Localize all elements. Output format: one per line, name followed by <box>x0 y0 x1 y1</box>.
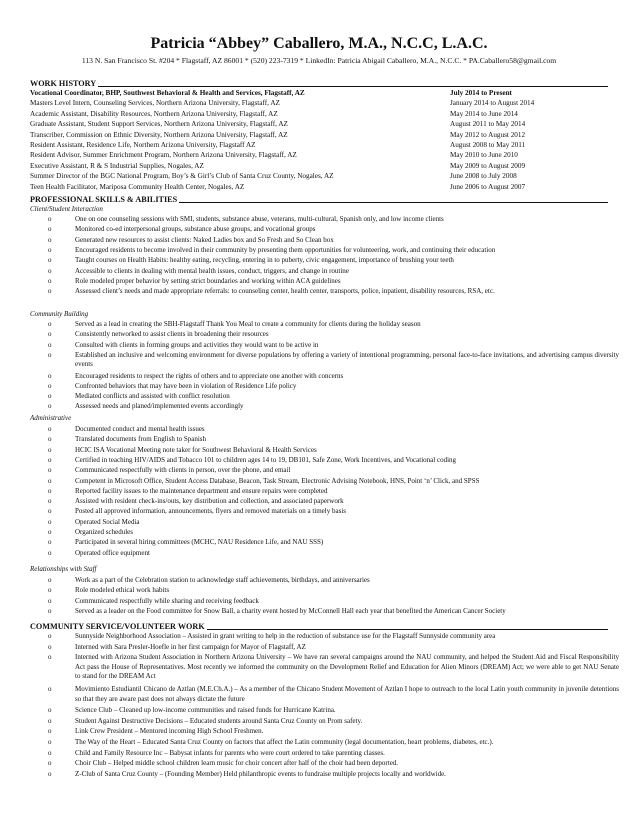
bullet-text: Interned with Arizona Student Association in Northern Arizona University – We have ran several campaigns around the NAU community, and helped the Student Aid and Fiscal Responsibility Act pass the House of Representatives. Most recently we informed the community on the Development Relief and Education for Alien Minors (DREAM) Act; we were able to get NAU Senate to stand for the DREAM Act <box>75 653 619 681</box>
bullet-text: Confronted behaviors that may have been in violation of Residence Life policy <box>75 381 297 390</box>
subsection-heading: Relationships with Staff <box>30 565 97 573</box>
bullet-marker-icon: o <box>48 507 52 516</box>
job-title: Graduate Assistant, Student Support Services, Northern Arizona University, Flagstaff, AZ <box>30 120 288 129</box>
bullet-marker-icon: o <box>48 632 52 640</box>
bullet-text: Reported facility issues to the maintenance department and ensure repairs were completed <box>75 486 328 495</box>
bullet-marker-icon: o <box>48 517 52 526</box>
bullet-text: Sunnyside Neighborhood Association – Assisted in grant writing to help in the reduction of substance use for the Flagstaff Sunnyside community area <box>75 632 496 640</box>
bullet-text: Communicated respectfully with clients in person, over the phone, and email <box>75 466 291 475</box>
job-title: Summer Director of the BGC National Program, Boy’s & Girl’s Club of Santa Cruz County, Nogales, AZ <box>30 172 334 181</box>
job-title: Academic Assistant, Disability Resources, Northern Arizona University, Flagstaff, AZ <box>30 109 278 118</box>
job-dates: August 2011 to May 2014 <box>450 120 526 129</box>
bullet-marker-icon: o <box>48 497 52 506</box>
bullet-text: Taught courses on Health Habits: healthy eating, recycling, entering in to puberty, civic engagement, importance of brushing your teeth <box>75 256 454 265</box>
work-history-row <box>30 141 608 151</box>
job-dates: May 2010 to June 2010 <box>450 151 518 160</box>
contact-line: 113 N. San Francisco St. #204 * Flagstaff, AZ 86001 * (520) 223-7319 * LinkedIn: Patricia Abigail Caballero, M.A., N.C.C. * PA.Caballero58@gmail.com <box>81 56 557 65</box>
bullet-text: Served as a lead in creating the SBH-Flagstaff Thank You Meal to create a community for clients during the holiday season <box>75 320 421 328</box>
bullet-text: Child and Family Resource Inc – Babysat infants for parents who were court ordered to take parenting classes. <box>75 748 385 757</box>
bullet-marker-icon: o <box>48 402 52 411</box>
bullet-marker-icon: o <box>48 276 52 285</box>
bullet-text: Posted all approved information, announcements, flyers and removed materials on a timely basis <box>75 507 346 516</box>
work-history-row <box>30 172 608 182</box>
bullet-text: The Way of the Heart – Educated Santa Cruz County on factors that affect the Latin community (legal documentation, heart problems, diabetes, etc.). <box>75 738 494 746</box>
bullet-text: Link Crew President – Mentored incoming High School Freshmen. <box>75 727 264 736</box>
bullet-text: Encouraged residents to become involved in their community by presenting them opportunities for volunteering, work, and continuing their education <box>75 245 496 254</box>
bullet-text: Operated office equipment <box>75 548 150 557</box>
job-dates: May 2012 to August 2012 <box>450 130 526 139</box>
bullet-marker-icon: o <box>48 606 52 615</box>
job-dates: August 2008 to May 2011 <box>450 141 526 149</box>
bullet-marker-icon: o <box>48 685 52 693</box>
bullet-text: Competent in Microsoft Office, Student Access Database, Beacon, Task Stream, Electronic Advising Notebook, HNS, Point ‘n’ Click, and SPSS <box>75 476 480 485</box>
job-title: Resident Advisor, Summer Enrichment Program, Northern Arizona University, Flagstaff, AZ <box>30 151 297 160</box>
bullet-marker-icon: o <box>48 548 52 557</box>
bullet-marker-icon: o <box>48 330 52 339</box>
bullet-marker-icon: o <box>48 425 52 433</box>
bullet-text: Participated in several hiring committees (MCHC, NAU Residence Life, and NAU SSS) <box>75 538 324 547</box>
bullet-marker-icon: o <box>48 371 52 380</box>
work-history-row <box>30 89 608 99</box>
job-dates: June 2006 to August 2007 <box>450 182 526 191</box>
bullet-text: One on one counseling sessions with SMI, students, substance abuse, veterans, multi-cultural, Spanish only, and low income clients <box>75 215 444 223</box>
job-dates: July 2014 to Present <box>450 89 512 97</box>
bullet-text: Assessed needs and planed/implemented events accordingly <box>75 402 244 411</box>
bullet-text: Interned with Sara Presler-Hoefle in her first campaign for Mayor of Flagstaff, AZ <box>75 642 306 651</box>
bullet-text: Accessible to clients in dealing with mental health issues, conduct, triggers, and change in routine <box>75 266 349 275</box>
bullet-marker-icon: o <box>48 340 52 349</box>
bullet-text: Translated documents from English to Spanish <box>75 435 206 444</box>
bullet-marker-icon: o <box>48 466 52 475</box>
bullet-marker-icon: o <box>48 716 52 725</box>
bullet-text: Assisted with resident check-ins/outs, key distribution and collection, and associated paperwork <box>75 497 344 506</box>
subsection-heading: Administrative <box>30 414 72 422</box>
bullet-marker-icon: o <box>48 586 52 595</box>
bullet-text: Consistently networked to assist clients in broadening their resources <box>75 330 269 339</box>
bullet-text: Established an inclusive and welcoming environment for diverse populations by offering a variety of intentional programming, personal face-to-face invitations, and advertising campus diversity events <box>75 350 619 369</box>
job-dates: January 2014 to August 2014 <box>450 99 535 108</box>
job-title: Executive Assistant, R & S Industrial Supplies, Nogales, AZ <box>30 161 204 170</box>
section-heading-skills: PROFESSIONAL SKILLS & ABILITIES <box>30 194 608 205</box>
bullet-marker-icon: o <box>48 287 52 296</box>
bullet-text: Role modeled proper behavior by setting strict boundaries and working within ACA guidelines <box>75 276 341 285</box>
bullet-text: Communicated respectfully while sharing and receiving feedback <box>75 596 259 605</box>
bullet-marker-icon: o <box>48 435 52 444</box>
bullet-text: Certified in teaching HIV/AIDS and Tobacco 101 to children ages 14 to 19, DB101, Safe Zone, Work Incentives, and Vocational coding <box>75 455 457 464</box>
bullet-marker-icon: o <box>48 528 52 536</box>
bullet-text: Science Club – Cleaned up low-income communities and raised funds for Hurricane Katrina. <box>75 706 336 715</box>
bullet-text: Documented conduct and mental health issues <box>75 425 205 433</box>
bullet-text: Operated Social Media <box>75 517 140 526</box>
bullet-marker-icon: o <box>48 706 52 715</box>
bullet-marker-icon: o <box>48 350 52 359</box>
bullet-text: Choir Club – Helped middle school children learn music for choir concert after half of the choir had been deported. <box>75 759 399 768</box>
section-heading-community-service: COMMUNITY SERVICE/VOLUNTEER WORK <box>30 621 608 632</box>
bullet-marker-icon: o <box>48 769 52 778</box>
bullet-marker-icon: o <box>48 215 52 223</box>
work-history-row <box>30 99 608 109</box>
bullet-marker-icon: o <box>48 653 52 662</box>
work-history-row <box>30 110 608 120</box>
bullet-text: Organized schedules <box>75 528 133 536</box>
work-history-row <box>30 131 608 141</box>
bullet-marker-icon: o <box>48 455 52 464</box>
bullet-marker-icon: o <box>48 738 52 746</box>
subsection-heading: Community Building <box>30 310 89 318</box>
bullet-text: Served as a leader on the Food committee for Snow Ball, a charity event hosted by McConnell Hall each year that benefited the American Cancer Society <box>75 606 506 615</box>
bullet-marker-icon: o <box>48 759 52 768</box>
work-history-row <box>30 120 608 130</box>
job-title: Teen Health Facilitator, Mariposa Community Health Center, Nogales, AZ <box>30 182 245 191</box>
bullet-text: Work as a part of the Celebration station to acknowledge staff achievements, birthdays, and anniversaries <box>75 576 370 584</box>
bullet-marker-icon: o <box>48 392 52 401</box>
subsection-heading: Client/Student Interaction <box>30 205 103 213</box>
job-dates: May 2014 to June 2014 <box>450 109 518 118</box>
job-dates: May 2009 to August 2009 <box>450 161 526 170</box>
bullet-text: Encouraged residents to respect the rights of others and to appreciate one another with concerns <box>75 371 344 380</box>
bullet-marker-icon: o <box>48 538 52 547</box>
bullet-text: Mediated conflicts and assisted with conflict resolution <box>75 392 230 401</box>
bullet-marker-icon: o <box>48 245 52 254</box>
bullet-marker-icon: o <box>48 476 52 485</box>
bullet-text: Movimiento Estudiantil Chicano de Aztlan (M.E.Ch.A.) – As a member of the Chicano Student Movement of Aztlan I hope to outreach to the local Latin youth community in juvenile detentions so that they are aware past does not always dictate the future <box>75 685 619 703</box>
bullet-marker-icon: o <box>48 596 52 605</box>
bullet-marker-icon: o <box>48 576 52 584</box>
job-dates: June 2008 to July 2008 <box>450 172 517 181</box>
work-history-row <box>30 162 608 172</box>
section-heading-work-history: WORK HISTORY <box>30 78 608 89</box>
bullet-marker-icon: o <box>48 320 52 328</box>
bullet-marker-icon: o <box>48 445 52 454</box>
bullet-marker-icon: o <box>48 381 52 390</box>
bullet-text: Z-Club of Santa Cruz County – (Founding Member) Held philanthropic events to fundraise multiple projects locally and worldwide. <box>75 769 446 778</box>
bullet-marker-icon: o <box>48 727 52 736</box>
bullet-text: Monitored co-ed interpersonal groups, substance abuse groups, and vocational groups <box>75 225 316 234</box>
bullet-marker-icon: o <box>48 486 52 495</box>
bullet-text: HCIC ISA Vocational Meeting note taker for Southwest Behavioral & Health Services <box>75 445 317 454</box>
bullet-marker-icon: o <box>48 225 52 234</box>
resume-name: Patricia “Abbey” Caballero, M.A., N.C.C, L.A.C. <box>150 35 488 52</box>
bullet-text: Student Against Destructive Decisions – Educated students around Santa Cruz County on Prom safety. <box>75 716 363 725</box>
job-title: Masters Level Intern, Counseling Services, Northern Arizona University, Flagstaff, AZ <box>30 99 280 108</box>
work-history-row <box>30 151 608 161</box>
bullet-marker-icon: o <box>48 235 52 244</box>
bullet-marker-icon: o <box>48 642 52 651</box>
bullet-marker-icon: o <box>48 256 52 265</box>
bullet-marker-icon: o <box>48 748 52 757</box>
bullet-marker-icon: o <box>48 266 52 275</box>
job-title: Resident Assistant, Residence Life, Northern Arizona University, Flagstaff AZ <box>30 141 256 149</box>
bullet-text: Generated new resources to assist clients: Naked Ladies box and So Fresh and So Clean box <box>75 235 334 244</box>
work-history-row <box>30 183 608 193</box>
bullet-text: Assessed client’s needs and made appropriate referrals: to counseling center, health center, transports, police, inpatient, disability resources, RSA, etc. <box>75 287 495 296</box>
bullet-text: Role modeled ethical work habits <box>75 586 170 595</box>
job-title: Transcriber, Commission on Ethnic Diversity, Northern Arizona University, Flagstaff, AZ <box>30 130 288 139</box>
job-title: Vocational Coordinator, BHP, Southwest Behavioral & Health and Services, Flagstaff, AZ <box>30 89 305 97</box>
bullet-text: Consulted with clients in forming groups and activities they would want to be active in <box>75 340 319 349</box>
